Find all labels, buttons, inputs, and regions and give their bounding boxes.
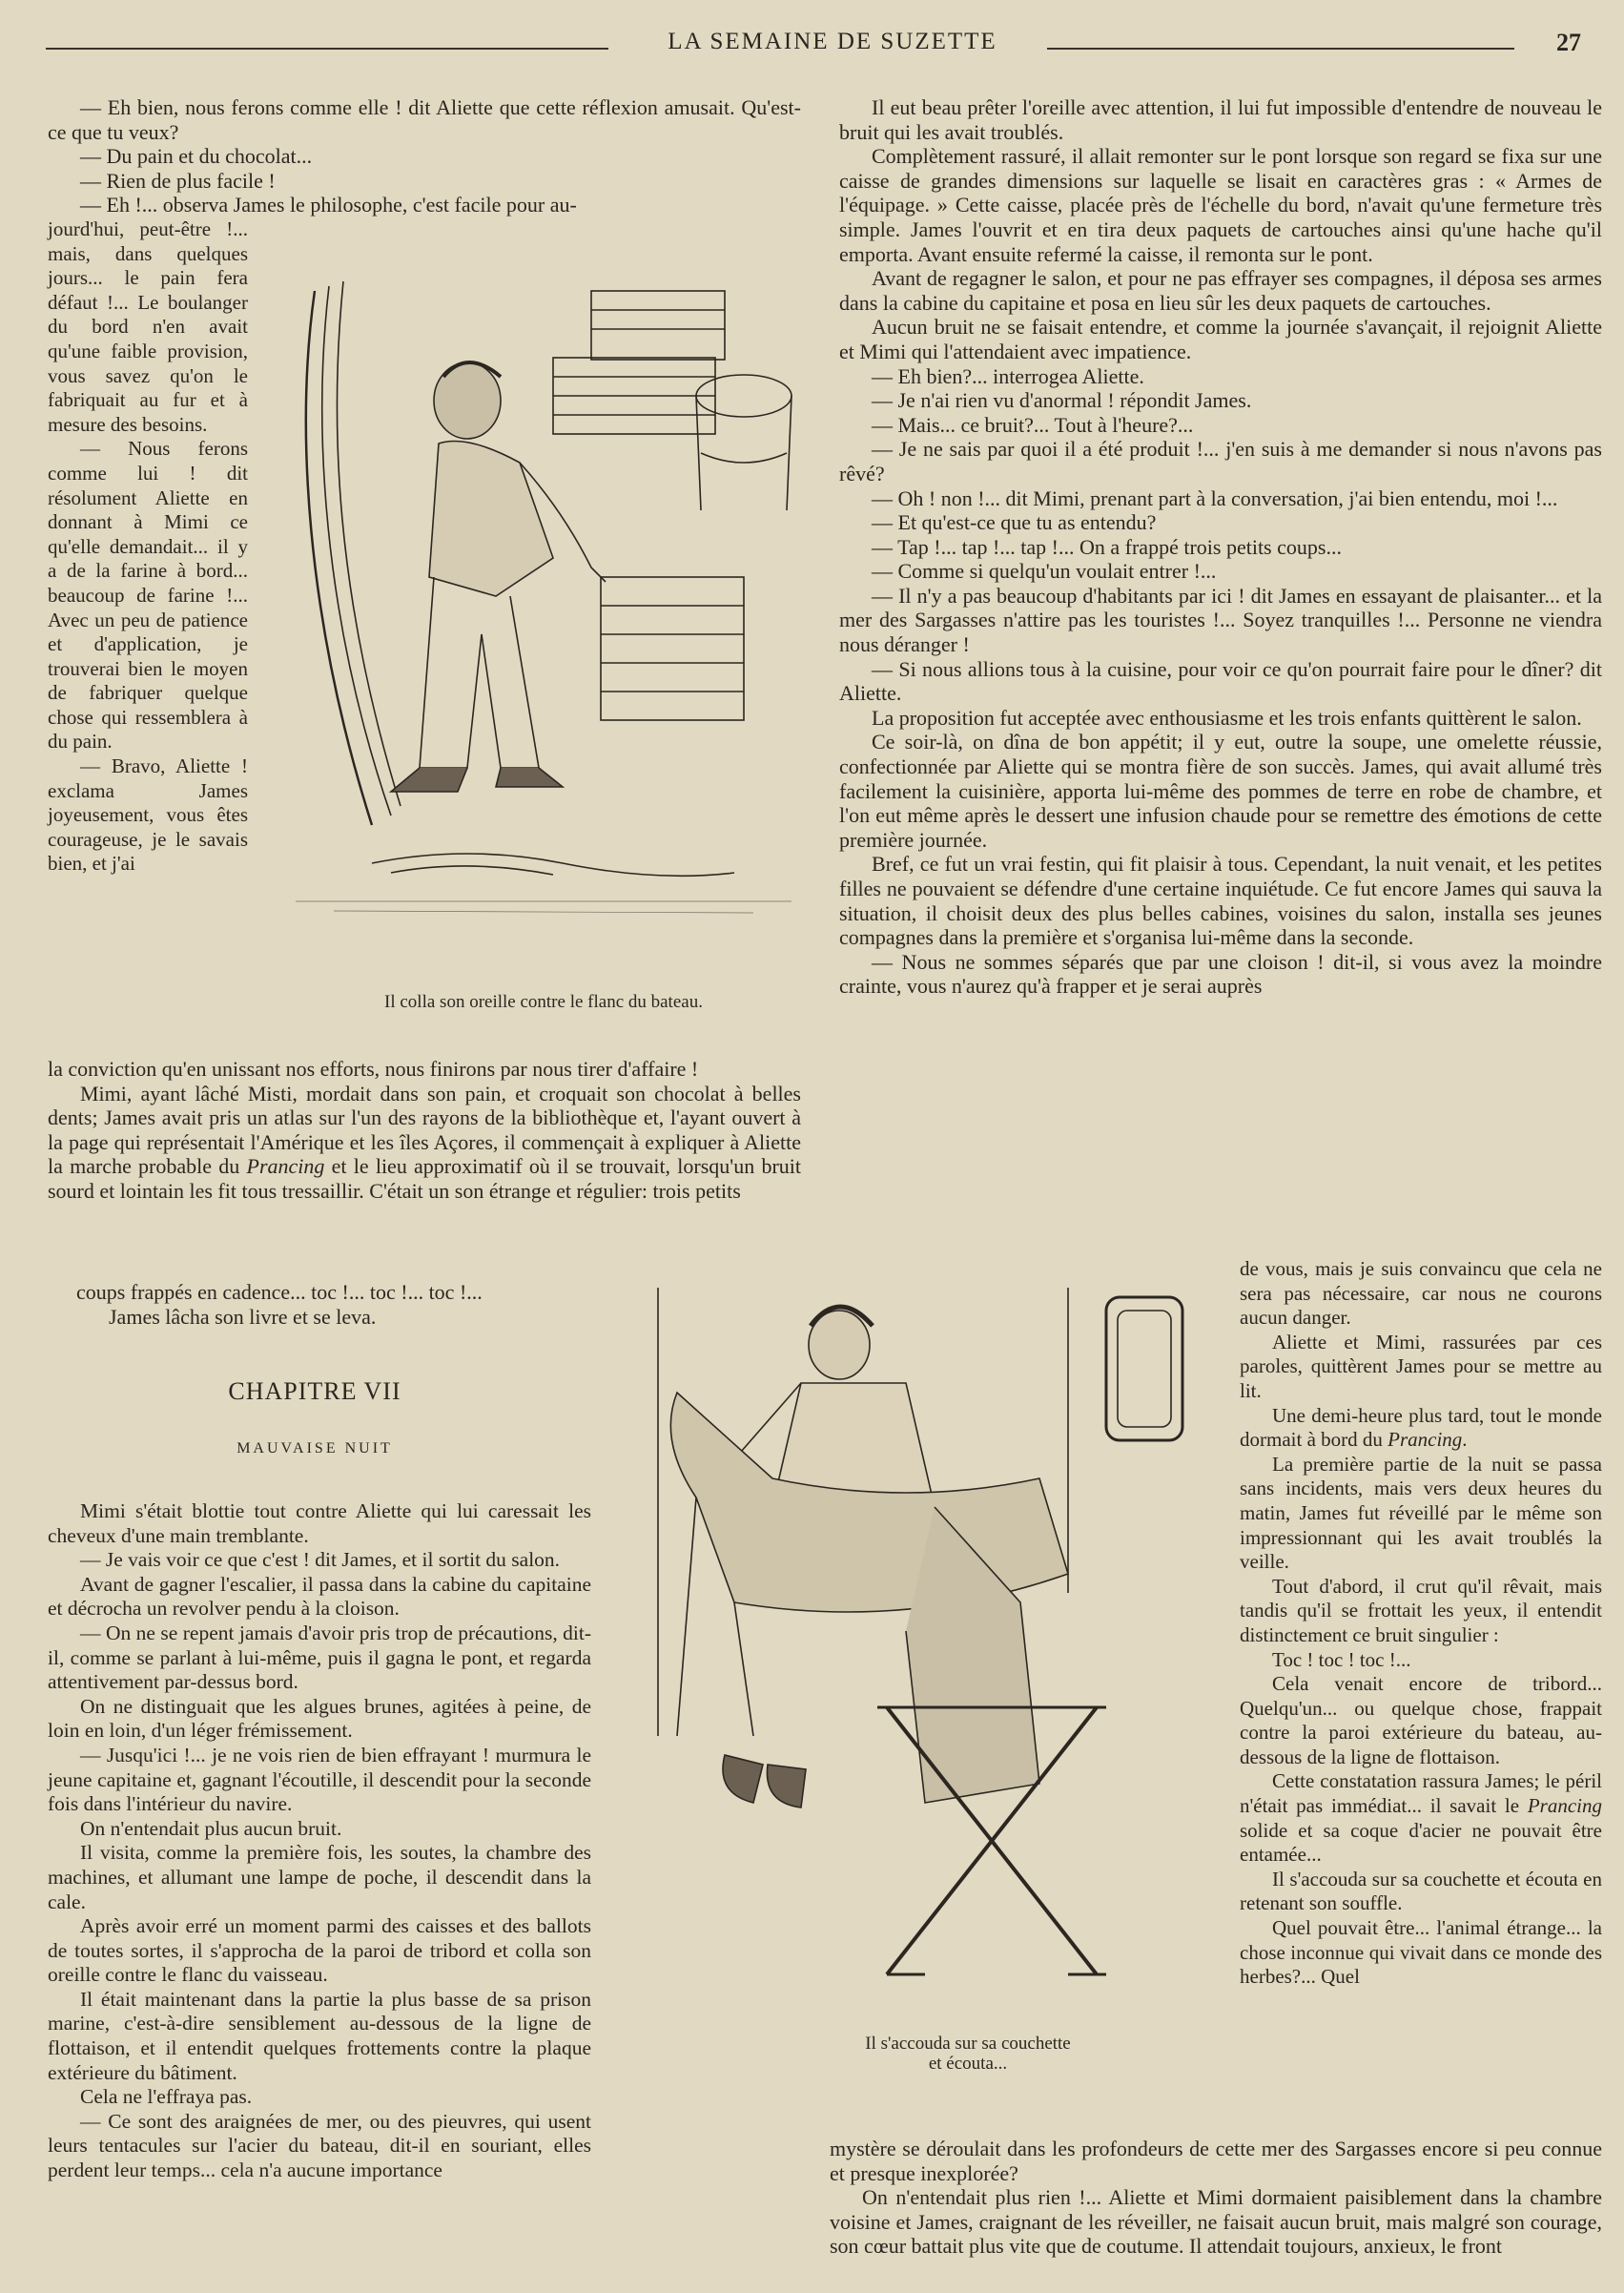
paragraph: Bref, ce fut un vrai festin, qui fit plaisir à tous. Cependant, la nuit venait, et les petites filles ne pouvaient se défendre d'une certaine inquiétude. Ce fut encore James qui sauva la situation, il choisit deux des plus belles cabines, voisines du salon, installa ses jeunes compagnes dans la première et s'organisa lui-même dans la seconde. bbox=[839, 852, 1602, 950]
page-number: 27 bbox=[1556, 29, 1581, 56]
paragraph: — Rien de plus facile ! bbox=[80, 168, 276, 193]
paragraph: James lâcha son livre et se leva. bbox=[109, 1304, 377, 1329]
paragraph: La première partie de la nuit se passa sans incidents, mais vers deux heures du matin, James fut réveillé par le même son impressionnant qui les avait troublés la veille. bbox=[1240, 1452, 1602, 1574]
paragraph: jourd'hui, peut-être !... mais, dans quelques jours... le pain fera défaut !... Le boulanger du bord n'en avait qu'une faible provision, vous savez qu'on le fabriquait au fur et à mesure des besoins. bbox=[48, 217, 248, 436]
paragraph: Aliette et Mimi, rassurées par ces paroles, quittèrent James pour se mettre au lit. bbox=[1240, 1330, 1602, 1402]
paragraph: — Eh bien?... interrogea Aliette. bbox=[872, 363, 1144, 388]
paragraph: la conviction qu'en unissant nos efforts, nous finirons par nous tirer d'affaire ! bbox=[48, 1057, 699, 1081]
paragraph: — Jusqu'ici !... je ne vois rien de bien effrayant ! murmura le jeune capitaine et, gagnant l'écoutille, il descendit pour la seconde fois dans l'intérieur du navire. bbox=[48, 1743, 591, 1816]
paragraph: Toc ! toc ! toc !... bbox=[1272, 1647, 1411, 1671]
illustration-bunk bbox=[620, 1288, 1230, 2032]
paragraph: — Nous ferons comme lui ! dit résolument Aliette en donnant à Mimi ce qu'elle demandait... il y a de la farine à bord... beaucoup de farine !... Avec un peu de patience et d'application, je trouverai bien le moyen de fabriquer quelque chose qui ressemblera à du pain. bbox=[48, 437, 248, 754]
paragraph: On ne distinguait que les algues brunes, agitées à peine, de loin en loin, d'un léger frémissement. bbox=[48, 1694, 591, 1743]
paragraph: — Et qu'est-ce que tu as entendu? bbox=[872, 510, 1157, 535]
paragraph: — Du pain et du chocolat... bbox=[80, 144, 313, 169]
paragraph: — Je ne sais par quoi il a été produit !... j'en suis à me demander si nous n'avons pas rêvé? bbox=[839, 437, 1602, 485]
paragraph: Ce soir-là, on dîna de bon appétit; il y eut, outre la soupe, une omelette réussie, confectionnée par Aliette qui se montra fière de son succès. James, qui avait allumé très facilement la cuisinière, apporta lui-même des pommes de terre en robe de chambre, et l'on eut même après le dessert une infusion chaude pour se remettre des émotions de cette première journée. bbox=[839, 730, 1602, 852]
paragraph: On n'entendait plus rien !... Aliette et Mimi dormaient paisiblement dans la chambre voisine et James, craignant de les réveiller, ne faisait aucun bruit, mais malgré son courage, son cœur battait plus vite que de coutume. Il attendait toujours, anxieux, le front bbox=[830, 2185, 1602, 2259]
header-rule-left bbox=[46, 48, 608, 50]
right-column-narrow bbox=[1240, 1257, 1602, 1990]
left-column-narrow bbox=[48, 217, 248, 877]
right-column-top bbox=[839, 95, 1602, 999]
right-column-bottom bbox=[830, 2137, 1602, 2259]
paragraph: de vous, mais je suis convaincu que cela ne sera pas nécessaire, car nous ne courons aucun danger. bbox=[1240, 1257, 1602, 1330]
paragraph: Aucun bruit ne se faisait entendre, et comme la journée s'avançait, il rejoignit Aliette et Mimi qui l'attendaient avec impatience. bbox=[839, 315, 1602, 363]
text-run: solide et sa coque d'acier ne pouvait être entamée... bbox=[1240, 1818, 1602, 1867]
paragraph: — Comme si quelqu'un voulait entrer !... bbox=[872, 559, 1217, 584]
chapter-text bbox=[48, 1499, 591, 2183]
paragraph: — Eh bien, nous ferons comme elle ! dit Aliette que cette réflexion amusait. Qu'est-ce que tu veux? bbox=[48, 95, 801, 144]
paragraph: — Mais... ce bruit?... Tout à l'heure?... bbox=[872, 412, 1194, 437]
paragraph bbox=[1240, 1769, 1602, 1867]
text-run: Mimi, ayant lâché Misti, mordait dans son pain, et croquait son chocolat à belles dents; James avait pris un atlas sur l'un des rayons de la bibliothèque et, l'ayant ouvert à la page qui représentait l'Amérique et les îles Açores, il commençait à expliquer à Aliette la marche probable du bbox=[48, 1081, 801, 1179]
paragraph: Cela venait encore de tribord... Quelqu'un... ou quelque chose, frappait contre la paroi extérieure du bateau, au-dessous de la ligne de flottaison. bbox=[1240, 1672, 1602, 1768]
paragraph: Après avoir erré un moment parmi des caisses et des ballots de toutes sortes, il s'approcha de la paroi de tribord et colla son oreille contre le flanc du vaisseau. bbox=[48, 1914, 591, 1987]
paragraph bbox=[48, 1082, 801, 1204]
left-column-wide bbox=[48, 1057, 801, 1204]
paragraph: coups frappés en cadence... toc !... toc !... toc !... bbox=[76, 1280, 483, 1304]
text-run: et le lieu approximatif où il se trouvait, lorsqu'un bruit sourd et lointain les fit tous tressaillir. C'était un son étrange et régulier: trois petits bbox=[48, 1154, 802, 1203]
paragraph: La proposition fut acceptée avec enthousiasme et les trois enfants quittèrent le salon. bbox=[872, 705, 1582, 730]
caption-line: et écouta... bbox=[928, 2054, 1008, 2074]
paragraph: — Si nous allions tous à la cuisine, pour voir ce qu'on pourrait faire pour le dîner? dit Aliette. bbox=[839, 656, 1602, 706]
paragraph: Il eut beau prêter l'oreille avec attention, il lui fut impossible d'entendre de nouveau le bruit qui les avait troublés. bbox=[839, 95, 1602, 144]
paragraph: Il s'accouda sur sa couchette et écouta en retenant son souffle. bbox=[1240, 1867, 1602, 1915]
paragraph: Quel pouvait être... l'animal étrange... la chose inconnue qui vivait dans ce monde des herbes?... Quel bbox=[1240, 1916, 1602, 1989]
ship-name: Prancing bbox=[1527, 1794, 1603, 1818]
paragraph: Mimi s'était blottie tout contre Aliette qui lui caressait les cheveux d'une main tremblante. bbox=[48, 1499, 591, 1547]
paragraph: — Ce sont des araignées de mer, ou des pieuvres, qui usent leurs tentacules sur l'acier du bateau, dit-il en souriant, elles perdent leur temps... cela n'a aucune importance bbox=[48, 2109, 591, 2182]
left-column-top bbox=[48, 95, 801, 217]
page-header bbox=[46, 29, 1581, 63]
illustration-2-caption bbox=[815, 2034, 1120, 2074]
paragraph: Il était maintenant dans la partie la plus basse de sa prison marine, c'est-à-dire sensiblement au-dessous de la ligne de flottaison, et il entendit quelques frottements contre la plaque extérieure du bâtiment. bbox=[48, 1987, 591, 2084]
caption-line: Il s'accouda sur sa couchette bbox=[865, 2034, 1071, 2054]
chapter-subtitle: MAUVAISE NUIT bbox=[236, 1440, 393, 1456]
paragraph: — Eh !... observa James le philosophe, c'est facile pour au- bbox=[80, 193, 577, 217]
paragraph: — Oh ! non !... dit Mimi, prenant part à la conversation, j'ai bien entendu, moi !... bbox=[872, 485, 1558, 510]
paragraph: On n'entendait plus aucun bruit. bbox=[80, 1816, 342, 1840]
paragraph: Cela ne l'effraya pas. bbox=[80, 2085, 253, 2109]
paragraph: — Il n'y a pas beaucoup d'habitants par ici ! dit James en essayant de plaisanter... et la mer des Sargasses n'attire pas les touristes !... Soyez tranquilles !... Personne ne viendra nous déranger ! bbox=[839, 583, 1602, 657]
paragraph: Avant de regagner le salon, et pour ne pas effrayer ses compagnes, il déposa ses armes dans la cabine du capitaine et posa en lieu sûr les deux paquets de cartouches. bbox=[839, 266, 1602, 315]
paragraph: Il visita, comme la première fois, les soutes, la chambre des machines, et allumant une lampe de poche, il descendit dans la cale. bbox=[48, 1841, 591, 1913]
illustration-hold bbox=[277, 234, 811, 982]
paragraph: — Je n'ai rien vu d'anormal ! répondit James. bbox=[872, 388, 1252, 413]
paragraph: Tout d'abord, il crut qu'il rêvait, mais tandis qu'il se frottait les yeux, il entendit distinctement ce bruit singulier : bbox=[1240, 1574, 1602, 1646]
left-column-short bbox=[76, 1280, 610, 1329]
paragraph: — Nous ne sommes séparés que par une cloison ! dit-il, si vous avez la moindre crainte, vous n'aurez qu'à frapper et je serai auprès bbox=[839, 949, 1602, 999]
ship-name: Prancing bbox=[1388, 1428, 1463, 1452]
header-rule-right bbox=[1047, 48, 1514, 50]
magazine-title: LA SEMAINE DE SUZETTE bbox=[668, 29, 997, 54]
paragraph: Complètement rassuré, il allait remonter sur le pont lorsque son regard se fixa sur une caisse de grandes dimensions sur laquelle se lisait en caractères gras : « Armes de l'équipage. » Cette caisse, placée près de l'échelle du bord, n'avait qu'une fermeture très simple. James l'ouvrit et en tira deux paquets de cartouches ainsi qu'une hache qu'il emporta. Avant ensuite refermé la caisse, il remonta sur le pont. bbox=[839, 144, 1602, 266]
paragraph: mystère se déroulait dans les profondeurs de cette mer des Sargasses encore si peu connue et presque inexplorée? bbox=[830, 2137, 1602, 2185]
paragraph: — Bravo, Aliette ! exclama James joyeusement, vous êtes courageuse, je le savais bien, et j'ai bbox=[48, 754, 248, 876]
paragraph: — On ne se repent jamais d'avoir pris trop de précautions, dit-il, comme se parlant à lui-même, puis il gagna le pont, et regarda attentivement par-dessus bord. bbox=[48, 1621, 591, 1694]
paragraph: — Tap !... tap !... tap !... On a frappé trois petits coups... bbox=[872, 534, 1342, 559]
text-run: Une demi-heure plus tard, tout le monde dormait à bord du bbox=[1240, 1403, 1602, 1452]
paragraph: Une demi-heure plus tard, tout le monde dormait à bord du Prancing. bbox=[1240, 1403, 1602, 1452]
sailor-in-hold-drawing bbox=[277, 234, 811, 982]
paragraph: — Je vais voir ce que c'est ! dit James, et il sortit du salon. bbox=[80, 1548, 561, 1572]
illustration-1-caption: Il colla son oreille contre le flanc du bateau. bbox=[384, 992, 703, 1012]
text-run: Cette constatation rassura James; le péril n'était pas immédiat... il savait le bbox=[1240, 1769, 1602, 1818]
chapter-title: CHAPITRE VII bbox=[228, 1377, 401, 1405]
paragraph: Avant de gagner l'escalier, il passa dans la cabine du capitaine et décrocha un revolver pendu à la cloison. bbox=[48, 1572, 591, 1621]
boy-on-bunk-drawing bbox=[620, 1288, 1230, 2032]
ship-name: Prancing bbox=[246, 1154, 325, 1179]
